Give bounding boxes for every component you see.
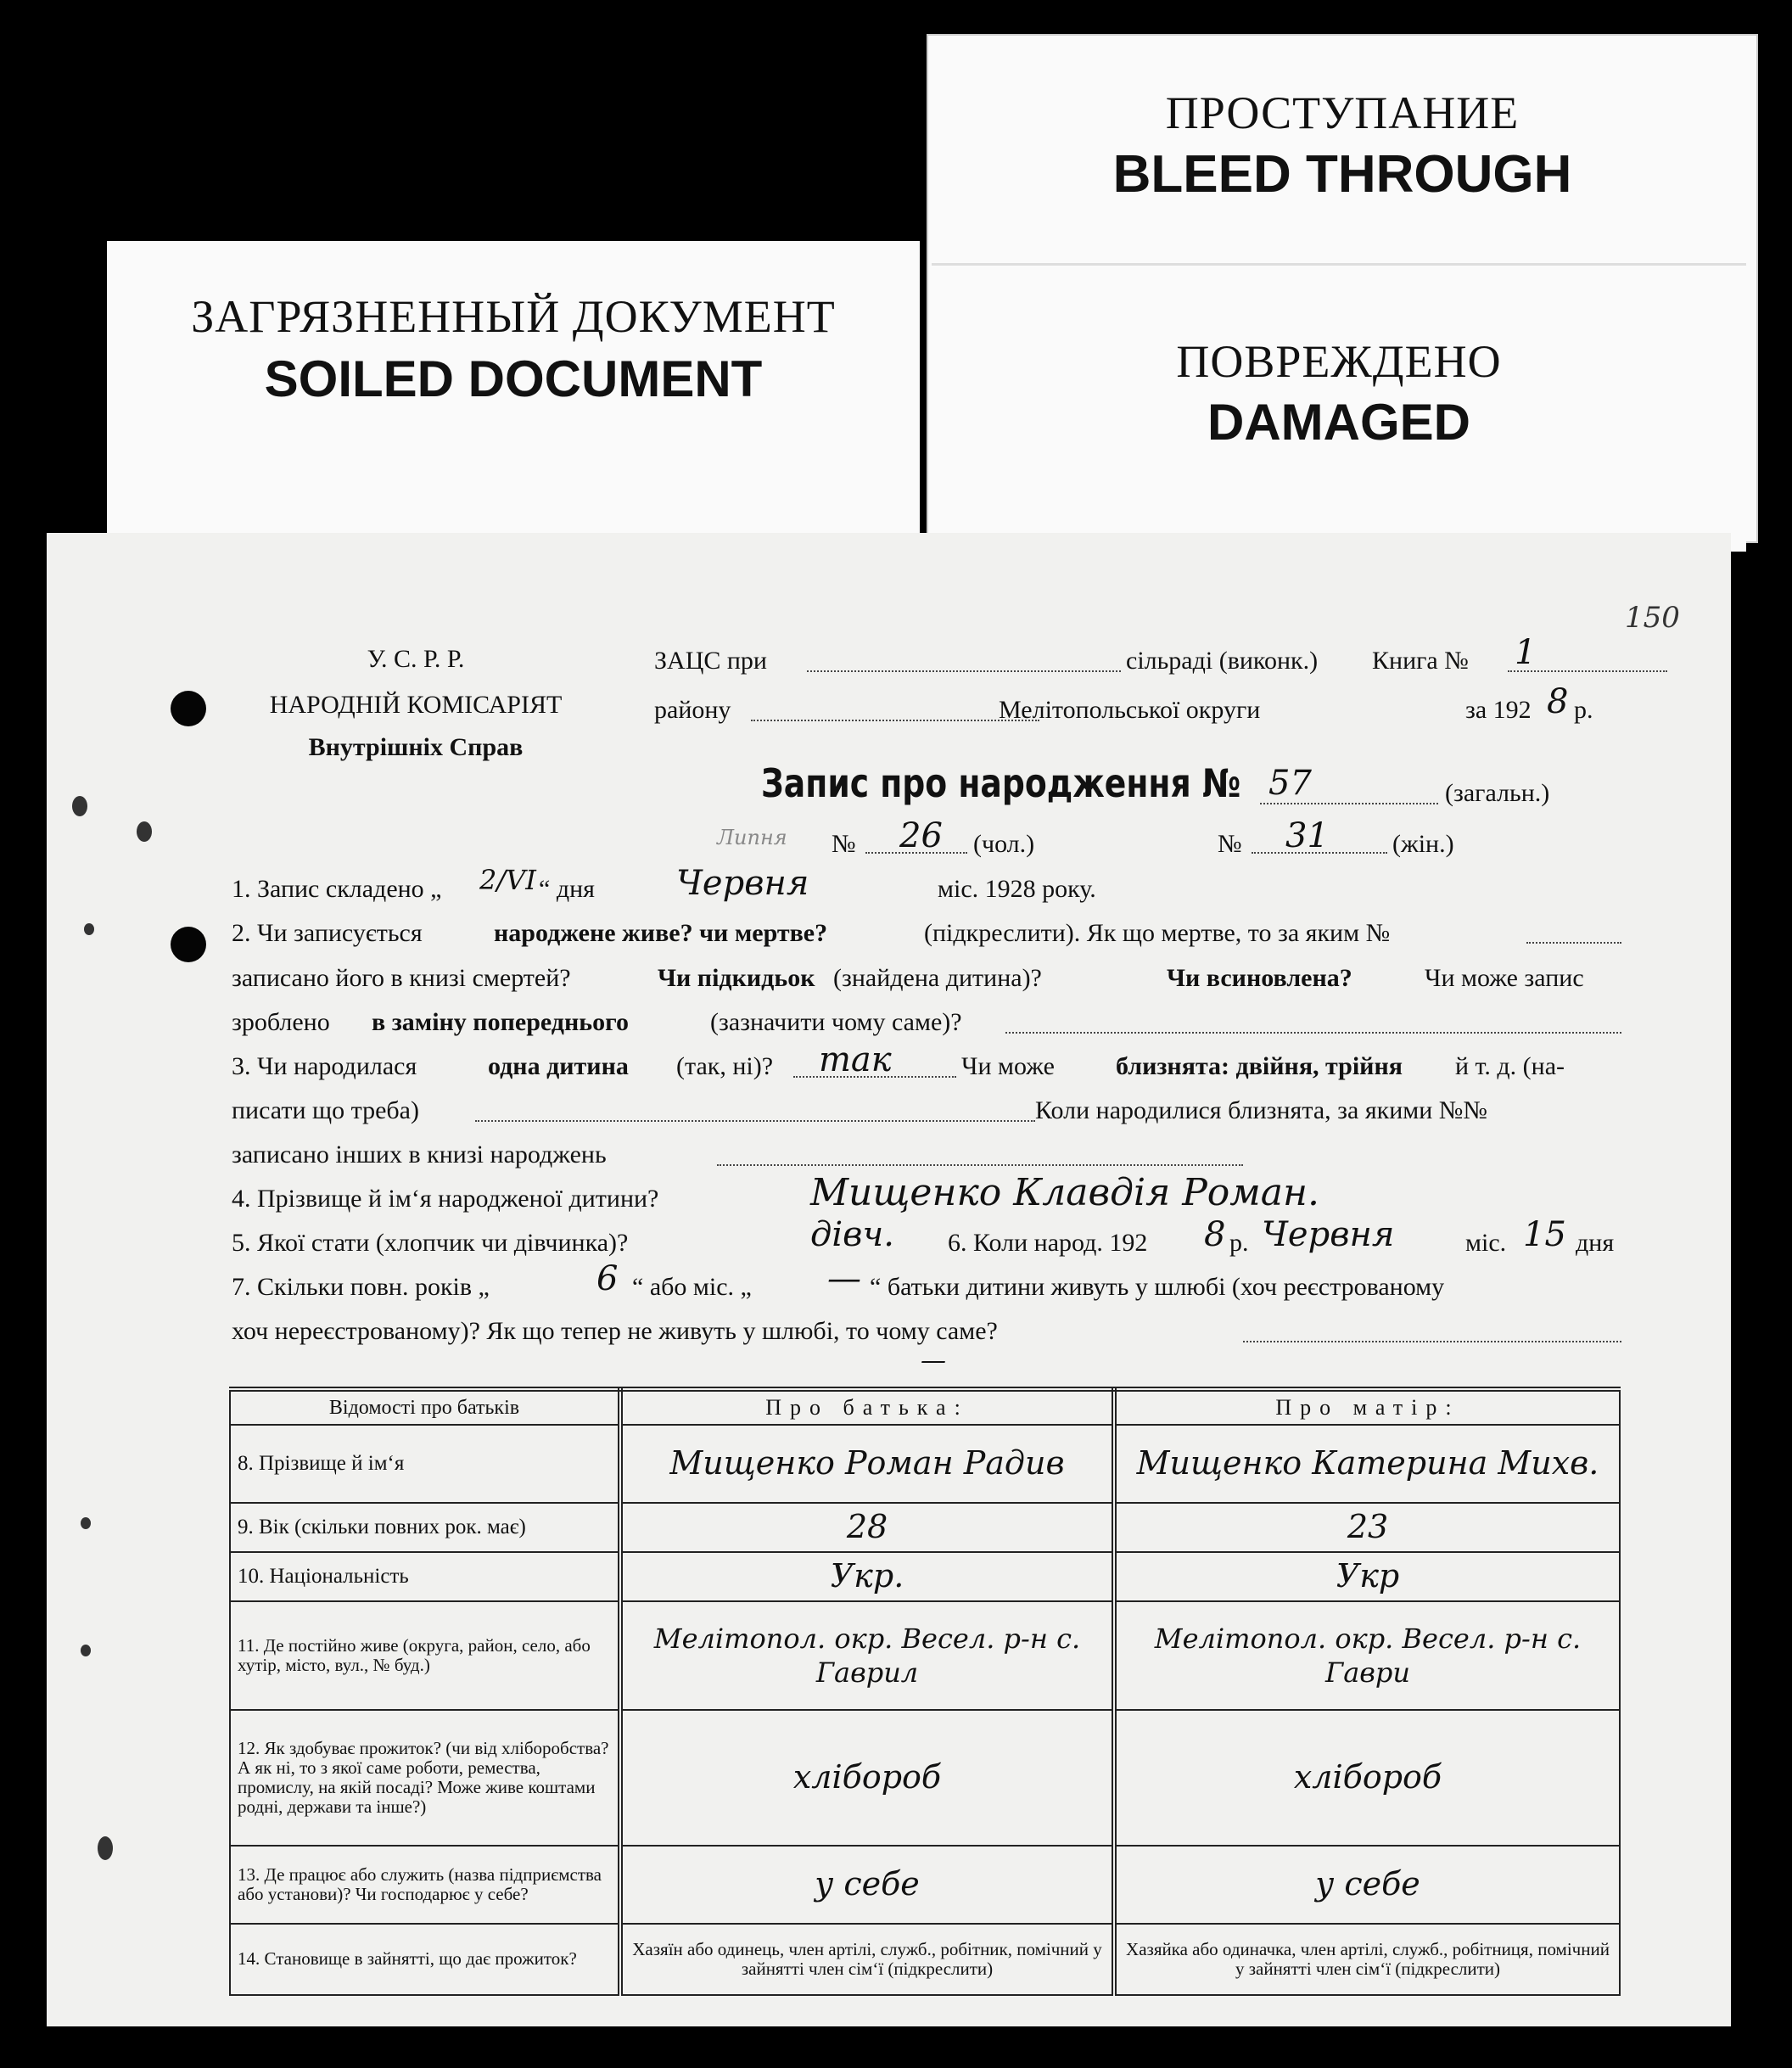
mother-workplace: у себе <box>1114 1846 1620 1924</box>
q2-k: (зазначити чому саме)? <box>710 1008 962 1036</box>
dots <box>807 660 1121 672</box>
birth-month: Червня <box>1262 1215 1395 1254</box>
row-label: 12. Як здобуває прожиток? (чи від хліборобства? А як ні, то з якої саме роботи, ремества, промислу, на якій посаді? Може живе коштами родні, держави та інше?) <box>230 1710 620 1846</box>
marriage-years: 6 <box>596 1259 619 1298</box>
q6-label: 6. Коли народ. 192 <box>948 1229 1148 1257</box>
q1-month: Червня <box>676 864 809 903</box>
table-row <box>230 1425 1620 1503</box>
q6-day-label: дня <box>1576 1229 1615 1257</box>
dots <box>793 1068 956 1078</box>
mother-name: Мищенко Катерина Михв. <box>1114 1425 1620 1503</box>
header-mother: Про матір: <box>1114 1389 1620 1425</box>
q2-h: Чи може запис <box>1425 964 1584 992</box>
birth-day: 15 <box>1523 1215 1566 1254</box>
no-male: № <box>832 830 856 858</box>
q7-d: хоч нереєстрованому)? Як що тепер не живуть у шлюбі, то чому саме? <box>232 1317 998 1345</box>
bleed-through-en: BLEED THROUGH <box>1112 145 1572 204</box>
dots <box>1252 843 1387 854</box>
general-number: 57 <box>1268 764 1312 803</box>
dots <box>751 709 1039 721</box>
child-sex: дівч. <box>810 1215 895 1254</box>
zags-post: сільраді (виконк.) <box>1126 647 1319 675</box>
q3-a: 3. Чи народилася <box>232 1052 417 1080</box>
row-label: 13. Де працює або служить (назва підприємства або установи)? Чи господарює у себе? <box>230 1846 620 1924</box>
q2-i: зроблено <box>232 1008 330 1036</box>
dots <box>475 1112 1035 1122</box>
mother-age: 23 <box>1114 1503 1620 1552</box>
father-livelihood: хлібороб <box>620 1710 1114 1846</box>
q7-a: 7. Скільки повн. років „ <box>232 1273 490 1301</box>
row-label: 9. Вік (скільки повних рок. має) <box>230 1503 620 1552</box>
row-label: 14. Становище в зайнятті, що дає прожиток? <box>230 1924 620 1995</box>
year-pre: за 192 <box>1465 696 1532 724</box>
q3-d: Чи може <box>961 1052 1055 1080</box>
q7-dash: — <box>921 1346 946 1376</box>
q2-f: (знайдена дитина)? <box>833 964 1042 992</box>
q1-label: 1. Запис складено „ <box>232 875 442 903</box>
q6-month-label: міс. <box>1465 1229 1507 1257</box>
marriage-months: — <box>827 1259 861 1298</box>
q6-year-suffix: р. <box>1229 1229 1249 1257</box>
year-digit: 8 <box>1547 682 1569 721</box>
dots <box>717 1156 1243 1166</box>
punch-hole-bottom <box>171 927 206 962</box>
zags-pre: ЗАЦС при <box>654 647 767 675</box>
general-label: (загальн.) <box>1445 779 1550 807</box>
dots <box>1005 1023 1621 1034</box>
q7-b: “ або міс. „ <box>632 1273 752 1301</box>
margin-speck <box>81 1645 91 1656</box>
dots <box>1508 660 1667 672</box>
margin-speck <box>98 1836 113 1860</box>
father-nationality: Укр. <box>620 1552 1114 1601</box>
damaged-card <box>932 263 1746 552</box>
no-female: № <box>1218 830 1242 858</box>
row-label: 8. Прізвище й ім‘я <box>230 1425 620 1503</box>
corner-number: 150 <box>1625 601 1680 635</box>
table-row <box>230 1846 1620 1924</box>
book-label: Книга № <box>1372 647 1469 675</box>
book-number: 1 <box>1515 633 1537 672</box>
birth-record-form <box>47 533 1731 2026</box>
dept-label: Внутрішніх Справ <box>308 733 524 761</box>
record-title: Запис про народження № <box>761 760 1241 806</box>
table-row <box>230 1552 1620 1601</box>
table-row <box>230 1924 1620 1995</box>
margin-speck <box>81 1517 91 1529</box>
mother-nationality: Укр <box>1114 1552 1620 1601</box>
father-workplace: у себе <box>620 1846 1114 1924</box>
child-name: Мищенко Клавдія Роман. <box>810 1171 1319 1214</box>
mother-residence: Мелітопол. окр. Весел. р-н с. Гаври <box>1114 1601 1620 1710</box>
table-row <box>230 1503 1620 1552</box>
dots <box>1243 1332 1621 1342</box>
male-number: 26 <box>899 816 943 855</box>
q1-day-label: “ дня <box>539 875 595 903</box>
bleed-through-ru: ПРОСТУПАНИЕ <box>1165 87 1520 138</box>
district-label: району <box>654 696 731 724</box>
q3-e: близнята: двійня, трійня <box>1116 1052 1403 1080</box>
parents-table <box>229 1387 1621 1996</box>
q3-f: й т. д. (на- <box>1455 1052 1565 1080</box>
q2-g: Чи всиновлена? <box>1167 964 1352 992</box>
dots <box>1260 794 1438 804</box>
commissariat-label: НАРОДНІЙ КОМІСАРІЯТ <box>269 691 563 719</box>
soiled-document-en: SOILED DOCUMENT <box>264 350 763 407</box>
margin-speck <box>137 821 152 842</box>
father-name: Мищенко Роман Радив <box>620 1425 1114 1503</box>
q1-date: 2/VI <box>479 864 536 896</box>
female-number: 31 <box>1285 816 1329 855</box>
margin-speck <box>72 796 87 816</box>
q4-label: 4. Прізвище й ім‘я народженої дитини? <box>232 1185 659 1213</box>
q2-d: записано його в книзі смертей? <box>232 964 571 992</box>
q3-b: одна дитина <box>488 1052 629 1080</box>
punch-hole-top <box>171 691 206 726</box>
okruga-label: Мелітопольської округи <box>999 696 1261 724</box>
damaged-ru: ПОВРЕЖДЕНО <box>1176 336 1502 387</box>
q1-year: міс. 1928 року. <box>938 875 1096 903</box>
soiled-document-ru: ЗАГРЯЗНЕННЫЙ ДОКУМЕНТ <box>191 291 836 342</box>
q3-answer: так <box>819 1040 892 1079</box>
dots <box>865 843 967 854</box>
q2-a: 2. Чи записується <box>232 919 423 947</box>
table-row <box>230 1601 1620 1710</box>
damaged-en: DAMAGED <box>1207 394 1470 451</box>
header-label: Відомості про батьків <box>230 1389 620 1425</box>
father-residence: Мелітопол. окр. Весел. р-н с. Гаврил <box>620 1601 1114 1710</box>
father-age: 28 <box>620 1503 1114 1552</box>
margin-speck <box>84 923 94 935</box>
female-label: (жін.) <box>1392 830 1454 858</box>
father-occupation-status: Хазяїн або одинець, член артілі, служб., робітник, помічний у зайнятті член сім‘ї (підкреслити) <box>620 1924 1114 1995</box>
q2-c: (підкреслити). Як що мертве, то за яким № <box>924 919 1391 947</box>
q5-label: 5. Якої стати (хлопчик чи дівчинка)? <box>232 1229 629 1257</box>
soiled-document-card <box>107 241 920 555</box>
q3-c: (так, ні)? <box>676 1052 774 1080</box>
q2-j: в заміну попереднього <box>372 1008 630 1036</box>
q2-e: Чи підкидьок <box>658 964 815 992</box>
stray-word: Липня <box>717 826 787 849</box>
mother-occupation-status: Хазяйка або одиначка, член артілі, служб., робітниця, помічний у зайнятті член сім‘ї (підкреслити) <box>1114 1924 1620 1995</box>
male-label: (чол.) <box>973 830 1035 858</box>
q3-i: записано інших в книзі народжень <box>232 1140 607 1169</box>
header-father: Про батька: <box>620 1389 1114 1425</box>
ussr-label: У. С. Р. Р. <box>367 645 465 673</box>
year-post: р. <box>1574 696 1593 724</box>
dots <box>1526 933 1621 944</box>
mother-livelihood: хлібороб <box>1114 1710 1620 1846</box>
table-row <box>230 1710 1620 1846</box>
row-label: 10. Національність <box>230 1552 620 1601</box>
table-header-row <box>230 1389 1620 1425</box>
q3-h: Коли народилися близнята, за якими №№ <box>1035 1096 1488 1124</box>
q2-b: народжене живе? чи мертве? <box>494 919 828 947</box>
birth-year: 8 <box>1204 1215 1226 1254</box>
q7-c: “ батьки дитини живуть у шлюбі (хоч реєстрованому <box>870 1273 1445 1301</box>
q3-g: писати що треба) <box>232 1096 419 1124</box>
row-label: 11. Де постійно живе (округа, район, село, або хутір, місто, вул., № буд.) <box>230 1601 620 1710</box>
